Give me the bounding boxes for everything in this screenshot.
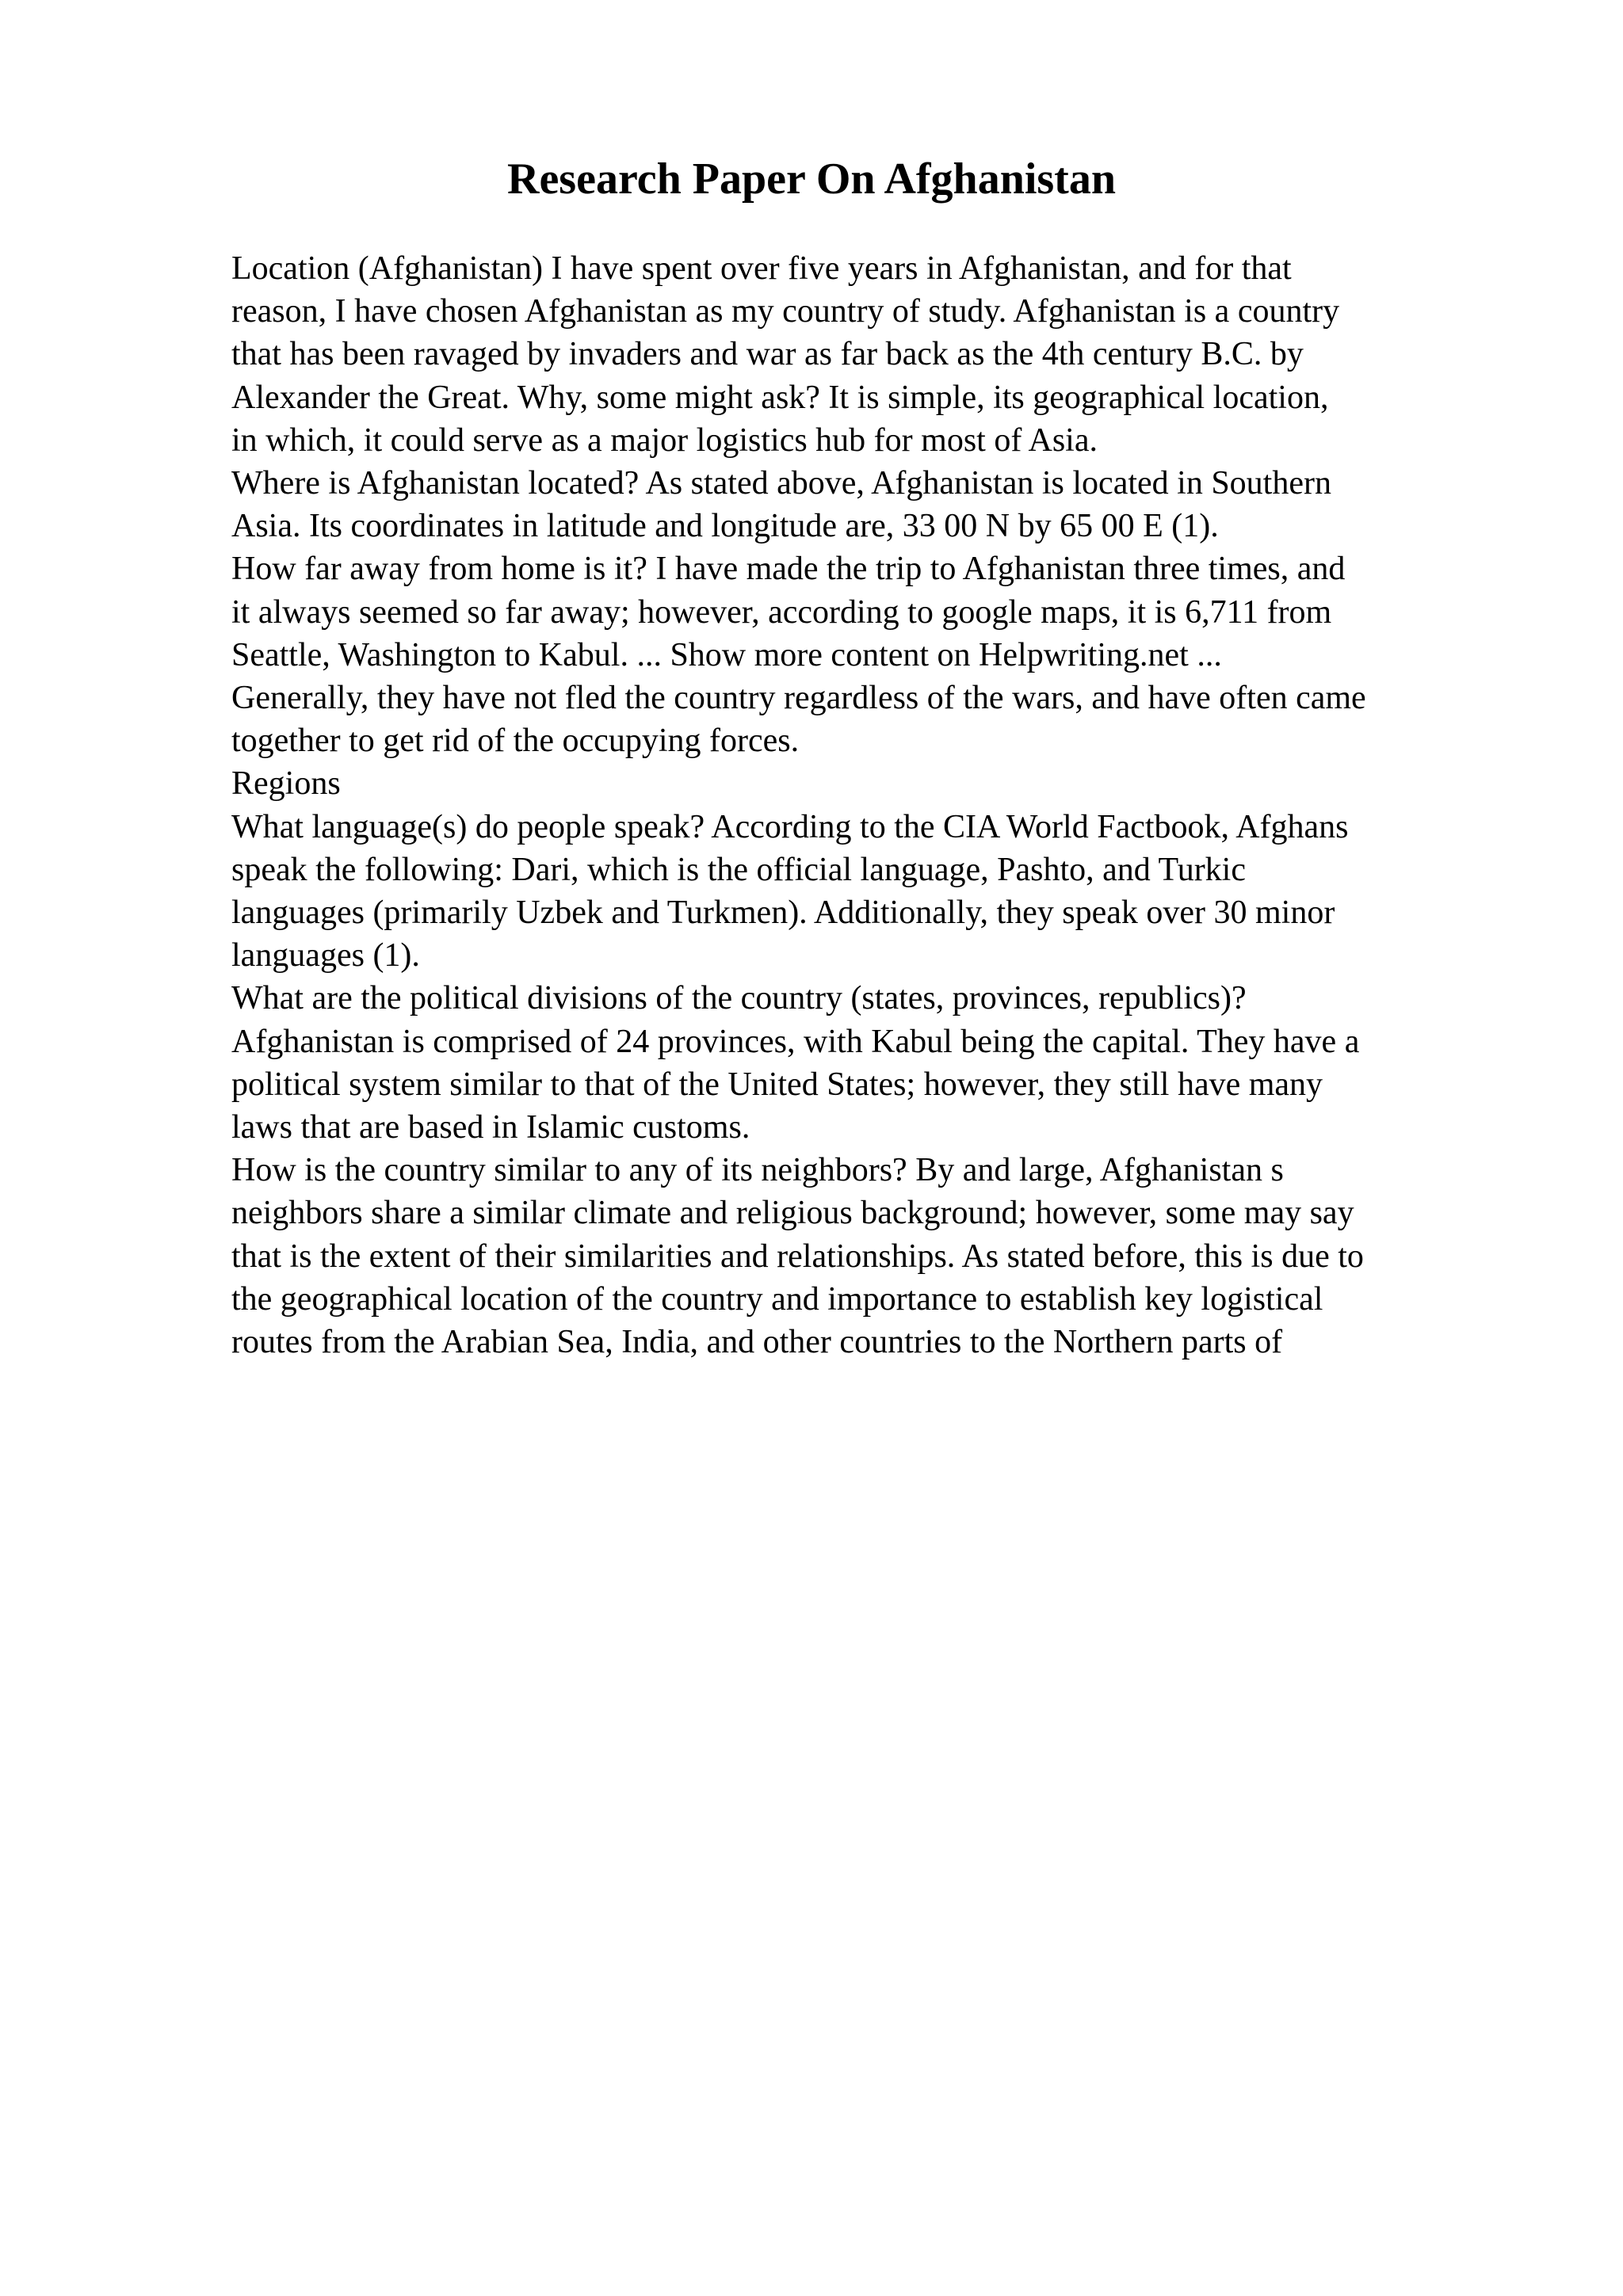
body-line: What are the political divisions of the country (states, provinces, republics)?	[231, 980, 1247, 1017]
body-line: Asia. Its coordinates in latitude and longitude are, 33 00 N by 65 00 E (1).	[231, 508, 1219, 545]
body-line: neighbors share a similar climate and religious background; however, some may say	[231, 1195, 1354, 1232]
body-line: in which, it could serve as a major logistics hub for most of Asia.	[231, 421, 1098, 459]
body-line: routes from the Arabian Sea, India, and other countries to the Northern parts of	[231, 1324, 1283, 1361]
document-title: Research Paper On Afghanistan	[507, 154, 1116, 204]
section-heading-regions: Regions	[231, 765, 341, 803]
body-line: that has been ravaged by invaders and war as far back as the 4th century B.C. by	[231, 336, 1304, 373]
body-line: Afghanistan is comprised of 24 provinces, with Kabul being the capital. They have a	[231, 1023, 1360, 1060]
body-line: the geographical location of the country and importance to establish key logistical	[231, 1280, 1323, 1318]
body-line: How far away from home is it? I have made the trip to Afghanistan three times, and	[231, 551, 1346, 588]
body-line: Alexander the Great. Why, some might ask? It is simple, its geographical location,	[231, 379, 1329, 416]
body-line: Generally, they have not fled the country regardless of the wars, and have often came	[231, 680, 1366, 717]
body-line: reason, I have chosen Afghanistan as my country of study. Afghanistan is a country	[231, 293, 1340, 330]
body-line: Seattle, Washington to Kabul. ... Show more content on Helpwriting.net ...	[231, 636, 1222, 673]
body-line: Location (Afghanistan) I have spent over five years in Afghanistan, and for that	[231, 250, 1292, 287]
body-line: speak the following: Dari, which is the official language, Pashto, and Turkic	[231, 851, 1246, 888]
body-line: How is the country similar to any of its neighbors? By and large, Afghanistan s	[231, 1152, 1284, 1189]
body-line: Where is Afghanistan located? As stated above, Afghanistan is located in Southern	[231, 465, 1331, 502]
document-body	[231, 247, 1515, 1363]
body-line: that is the extent of their similarities and relationships. As stated before, this is due to	[231, 1238, 1364, 1275]
body-line: political system similar to that of the United States; however, they still have many	[231, 1066, 1323, 1103]
body-line: What language(s) do people speak? According to the CIA World Factbook, Afghans	[231, 808, 1349, 845]
body-line: it always seemed so far away; however, according to google maps, it is 6,711 from	[231, 593, 1332, 631]
body-line: languages (1).	[231, 937, 420, 974]
body-line: languages (primarily Uzbek and Turkmen). Additionally, they speak over 30 minor	[231, 894, 1335, 932]
body-line: together to get rid of the occupying forces.	[231, 723, 800, 760]
body-line: laws that are based in Islamic customs.	[231, 1109, 750, 1146]
